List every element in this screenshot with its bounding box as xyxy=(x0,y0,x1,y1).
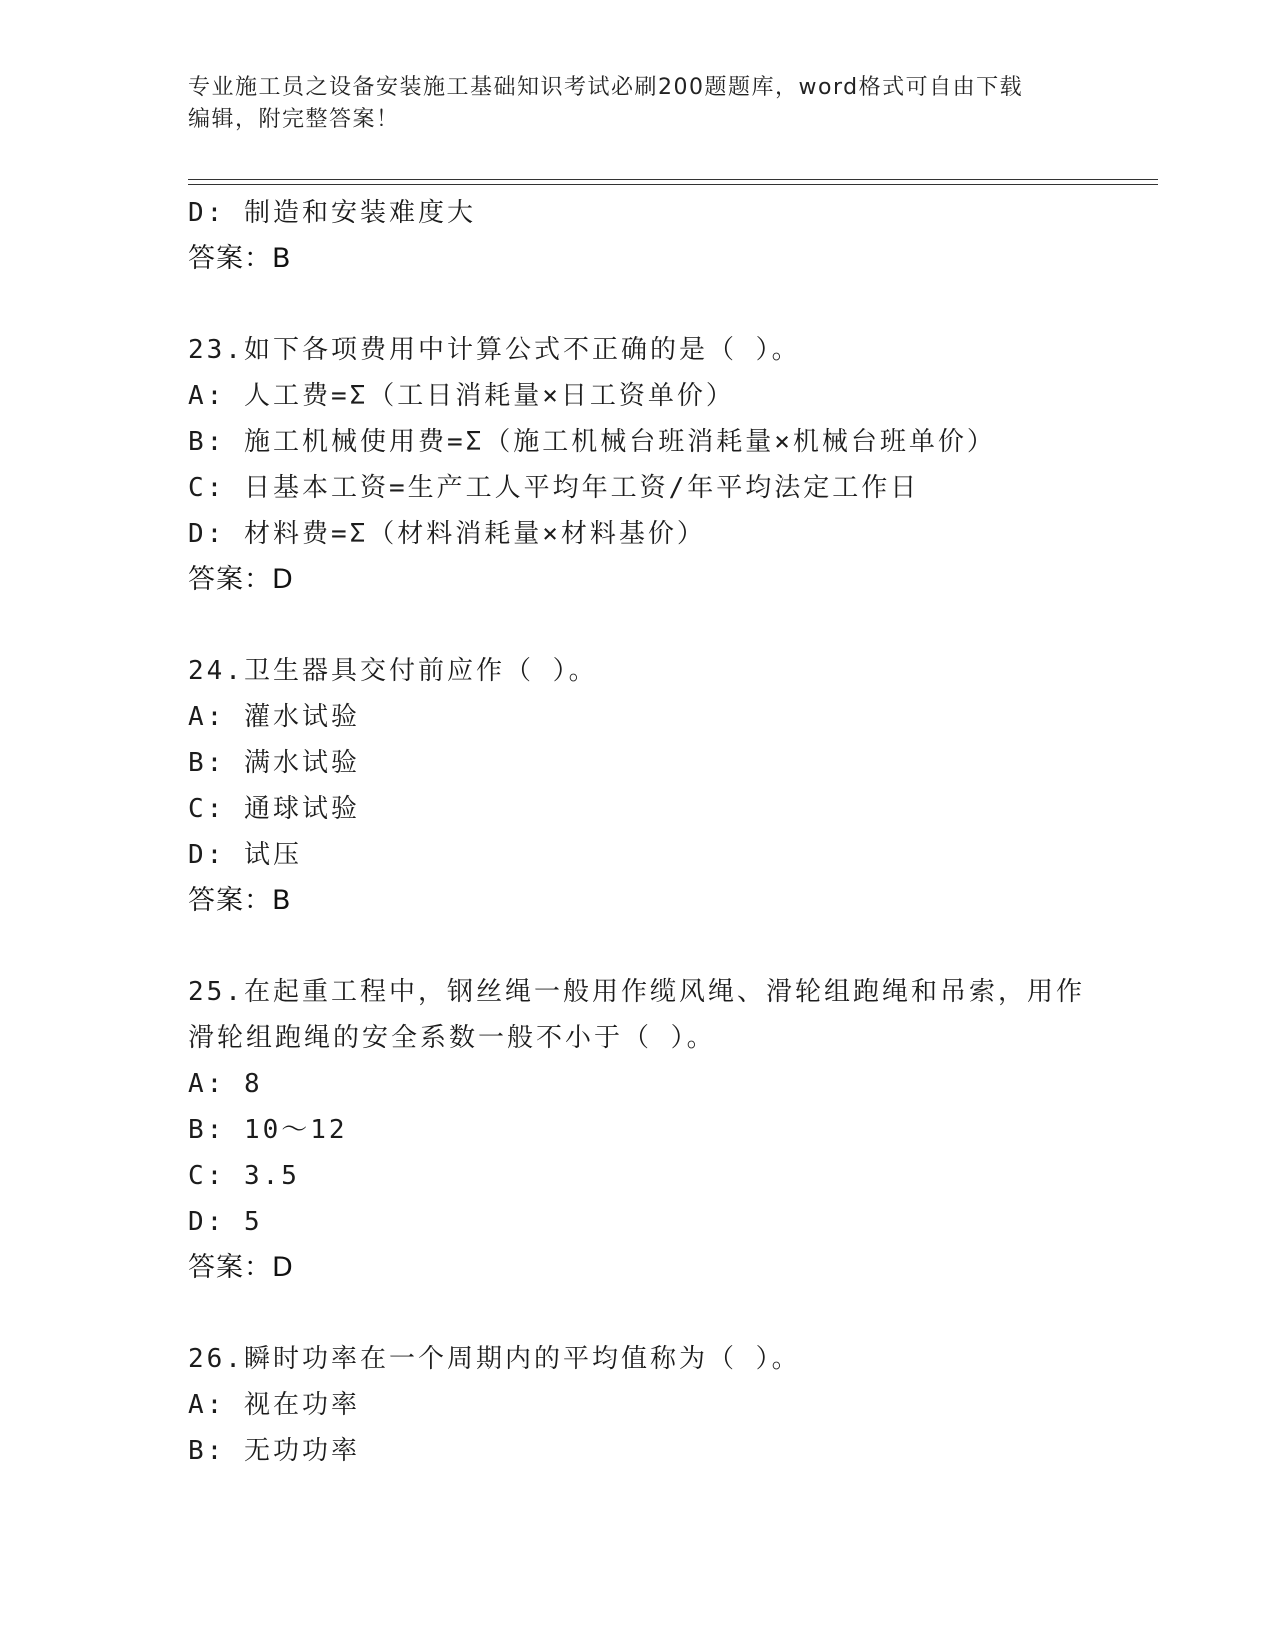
question-26-option-b: B: 无功功率 xyxy=(188,1436,360,1466)
header-divider-top xyxy=(188,179,1158,180)
question-22-answer: 答案：B xyxy=(188,243,292,274)
question-23-answer: 答案：D xyxy=(188,564,294,595)
question-26-option-a: A: 视在功率 xyxy=(188,1390,360,1420)
spacer xyxy=(188,282,1168,327)
document-header xyxy=(188,72,1088,136)
header-title-line-2: 编辑，附完整答案！ xyxy=(188,107,400,132)
header-title-line-1: 专业施工员之设备安装施工基础知识考试必刷200题题库，word格式可自由下载 xyxy=(188,75,1024,100)
header-divider-bottom xyxy=(188,184,1158,185)
question-23 xyxy=(188,327,1168,603)
question-25-option-b: B: 10～12 xyxy=(188,1115,348,1145)
question-24-answer: 答案：B xyxy=(188,885,292,916)
question-22 xyxy=(188,190,1168,282)
question-24-option-b: B: 满水试验 xyxy=(188,748,360,778)
question-25-option-c: C: 3.5 xyxy=(188,1161,300,1191)
question-25-answer: 答案：D xyxy=(188,1252,294,1283)
question-25-option-a: A: 8 xyxy=(188,1069,263,1099)
question-23-option-a: A: 人工费=Σ（工日消耗量×日工资单价） xyxy=(188,381,735,411)
question-24-option-a: A: 灌水试验 xyxy=(188,702,360,732)
question-25-stem-line-1: 25.在起重工程中，钢丝绳一般用作缆风绳、滑轮组跑绳和吊索，用作 xyxy=(188,977,1085,1007)
question-25-stem-line-2: 滑轮组跑绳的安全系数一般不小于（ ）。 xyxy=(188,1023,716,1053)
spacer xyxy=(188,603,1168,648)
question-25-option-d: D: 5 xyxy=(188,1207,263,1237)
spacer xyxy=(188,924,1168,969)
question-24 xyxy=(188,648,1168,924)
question-22-option-d: D: 制造和安装难度大 xyxy=(188,198,476,228)
question-24-option-c: C: 通球试验 xyxy=(188,794,360,824)
question-24-option-d: D: 试压 xyxy=(188,840,302,870)
question-23-option-d: D: 材料费=Σ（材料消耗量×材料基价） xyxy=(188,519,706,549)
question-26-stem: 26.瞬时功率在一个周期内的平均值称为（ ）。 xyxy=(188,1344,801,1374)
question-23-option-b: B: 施工机械使用费=Σ（施工机械台班消耗量×机械台班单价） xyxy=(188,427,996,457)
question-25 xyxy=(188,969,1168,1291)
spacer xyxy=(188,1291,1168,1336)
question-26 xyxy=(188,1336,1168,1474)
question-23-stem: 23.如下各项费用中计算公式不正确的是（ ）。 xyxy=(188,335,801,365)
question-list xyxy=(188,190,1168,1474)
question-24-stem: 24.卫生器具交付前应作（ ）。 xyxy=(188,656,598,686)
question-23-option-c: C: 日基本工资=生产工人平均年工资/年平均法定工作日 xyxy=(188,473,920,503)
